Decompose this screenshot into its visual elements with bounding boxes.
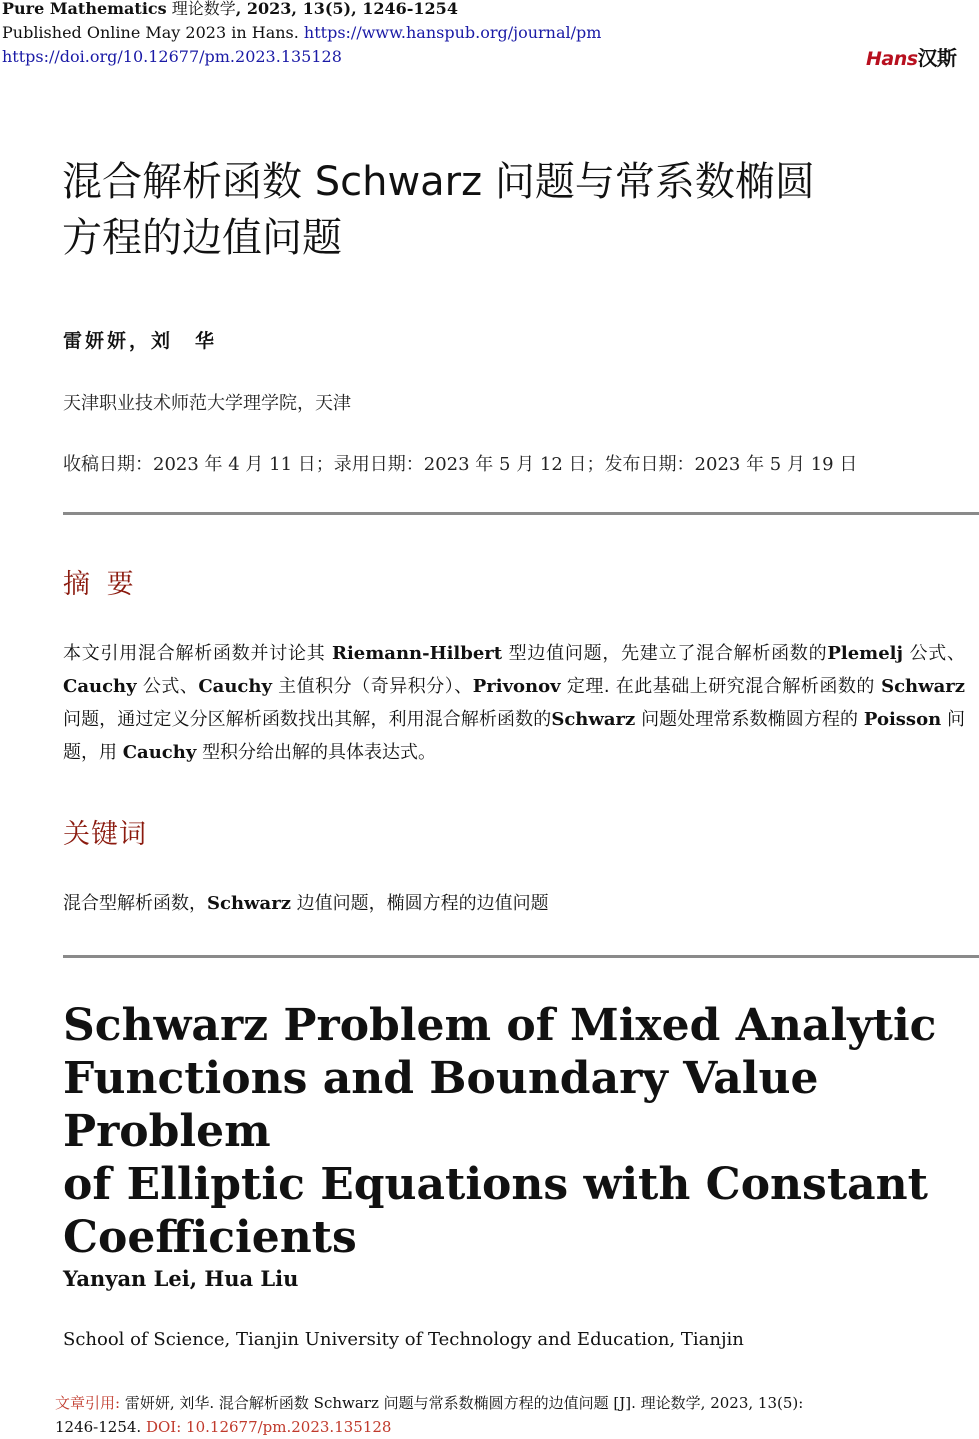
keywords-heading: 关键词 bbox=[63, 819, 147, 850]
abstract-term: Riemann-Hilbert bbox=[331, 643, 503, 664]
logo-text: Hans bbox=[866, 48, 918, 70]
en-title-line-1: Schwarz Problem of Mixed Analytic bbox=[63, 1000, 937, 1051]
citation-text: 雷妍妍, 刘华. 混合解析函数 Schwarz 问题与常系数椭圆方程的边值问题 [J]. 理论数学, 2023, 13(5): bbox=[120, 1394, 804, 1412]
abstract-term: Poisson bbox=[863, 709, 942, 730]
en-title-line-2: Functions and Boundary Value Problem bbox=[63, 1053, 819, 1157]
abstract-text: 问题，用 bbox=[63, 709, 965, 763]
abstract-text: 本文引用混合解析函数并讨论其 bbox=[63, 643, 326, 664]
abstract-term: Cauchy bbox=[63, 676, 137, 697]
abstract-term: Schwarz bbox=[551, 709, 636, 730]
abstract-text: 定理. 在此基础上研究混合解析函数的 bbox=[566, 676, 875, 697]
citation-line-2 bbox=[55, 1415, 965, 1439]
published-text: Published Online May 2023 in Hans. bbox=[2, 23, 299, 42]
journal-name: Pure Mathematics bbox=[2, 0, 167, 18]
abstract-body bbox=[63, 637, 965, 769]
abstract-text: 型边值问题，先建立了混合解析函数的 bbox=[508, 643, 828, 664]
logo-cn-text: 汉斯 bbox=[917, 46, 957, 70]
keywords-text: 混合型解析函数， bbox=[63, 893, 207, 914]
abstract-term: Plemelj bbox=[827, 643, 904, 664]
zh-title-line-2: 方程的边值问题 bbox=[62, 215, 342, 261]
journal-header bbox=[2, 0, 458, 21]
abstract-text: 问题，通过定义分区解析函数找出其解，利用混合解析函数的 bbox=[63, 709, 552, 730]
abstract-term: Schwarz bbox=[881, 676, 965, 697]
abstract-text: 问题处理常系数椭圆方程的 bbox=[641, 709, 859, 730]
top-divider bbox=[63, 512, 979, 515]
publication-line bbox=[2, 21, 601, 45]
journal-url-link[interactable]: https://www.hanspub.org/journal/pm bbox=[303, 23, 602, 42]
doi-url-link[interactable]: https://doi.org/10.12677/pm.2023.135128 bbox=[2, 47, 342, 66]
zh-authors: 雷妍妍，刘 华 bbox=[63, 330, 218, 352]
en-affiliation: School of Science, Tianjin University of Technology and Education, Tianjin bbox=[63, 1329, 744, 1350]
doi-line bbox=[2, 45, 342, 69]
citation-label: 文章引用: bbox=[55, 1394, 121, 1412]
zh-title bbox=[62, 154, 962, 266]
abstract-text: 型积分给出解的具体表达式。 bbox=[202, 742, 437, 763]
abstract-heading: 摘 要 bbox=[63, 569, 138, 600]
journal-name-cn: 理论数学 bbox=[171, 0, 236, 18]
zh-affiliation: 天津职业技术师范大学理学院，天津 bbox=[63, 393, 351, 414]
en-title-line-3: of Elliptic Equations with Constant bbox=[63, 1159, 928, 1210]
citation-pages: 1246-1254. bbox=[55, 1418, 142, 1436]
keywords-body bbox=[63, 889, 549, 915]
hans-logo bbox=[866, 42, 957, 71]
citation-block bbox=[55, 1391, 965, 1439]
zh-title-line-1: 混合解析函数 Schwarz 问题与常系数椭圆 bbox=[62, 159, 815, 205]
citation-line-1 bbox=[55, 1391, 965, 1415]
en-title-line-4: Coefficients bbox=[63, 1212, 357, 1263]
abstract-term: Cauchy bbox=[122, 742, 197, 763]
dates-line: 收稿日期：2023 年 4 月 11 日；录用日期：2023 年 5 月 12 日；发布日期：2023 年 5 月 19 日 bbox=[63, 454, 858, 475]
journal-issue: , 2023, 13(5), 1246-1254 bbox=[235, 0, 458, 18]
citation-doi-link[interactable]: DOI: 10.12677/pm.2023.135128 bbox=[145, 1418, 392, 1436]
bottom-divider bbox=[63, 955, 979, 958]
en-authors: Yanyan Lei, Hua Liu bbox=[63, 1266, 299, 1291]
abstract-term: Cauchy bbox=[198, 676, 272, 697]
abstract-text: 公式、 bbox=[142, 676, 199, 697]
keywords-term: Schwarz bbox=[207, 893, 291, 914]
abstract-term: Privonov bbox=[472, 676, 561, 697]
en-title bbox=[63, 999, 973, 1264]
abstract-text: 公式、 bbox=[909, 643, 966, 664]
abstract-text: 主值积分（奇异积分）、 bbox=[278, 676, 473, 697]
keywords-text: 边值问题，椭圆方程的边值问题 bbox=[296, 893, 549, 914]
